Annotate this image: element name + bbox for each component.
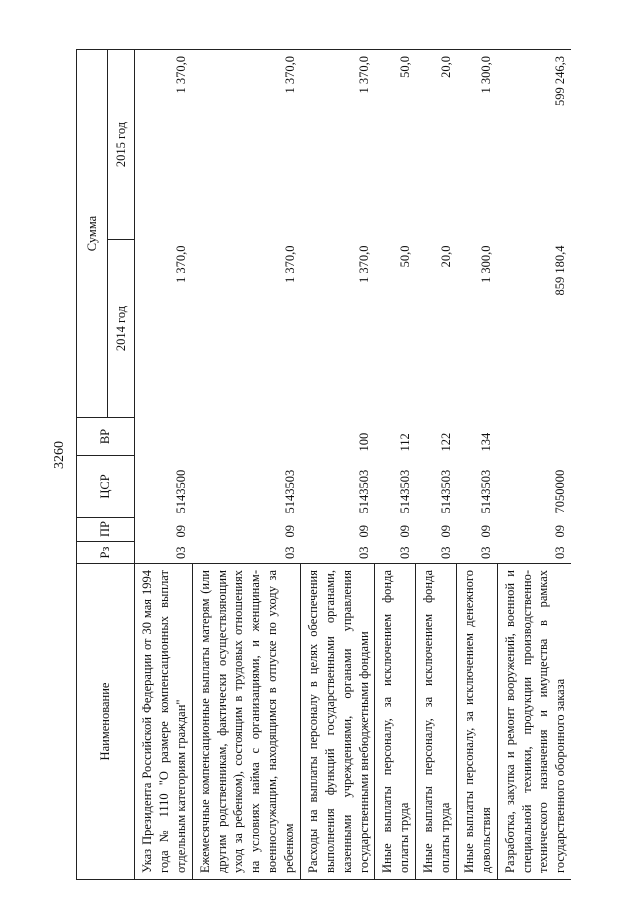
- row-rz: 03: [282, 546, 297, 559]
- row-rz: 03: [174, 546, 189, 559]
- row-sum-2014: 50,0: [397, 245, 412, 268]
- row-pr: 09: [397, 525, 412, 538]
- row-pr: 09: [479, 525, 494, 538]
- row-vr: 100: [357, 432, 371, 452]
- row-vr: [192, 418, 300, 456]
- row-rz: 03: [479, 546, 494, 559]
- header-year-2015: 2015 год: [108, 50, 135, 240]
- row-csr: 5143503: [479, 469, 494, 514]
- header-year-2014: 2014 год: [108, 240, 135, 418]
- table-row: [135, 50, 193, 880]
- row-pr: 09: [438, 525, 453, 538]
- rotated-page-content: [76, 50, 581, 880]
- table-row: [192, 50, 300, 880]
- row-vr: 122: [438, 432, 453, 452]
- row-sum-2014: 1 300,0: [479, 245, 494, 283]
- table-body: [135, 50, 572, 880]
- row-sum-2015: 1 370,0: [300, 50, 375, 240]
- row-name: Иные выплаты персоналу, за исключением фонда оплаты труда: [416, 564, 457, 880]
- header-vr: ВР: [77, 418, 135, 456]
- row-sum-2015: 50,0: [375, 50, 416, 240]
- page-number: [50, 440, 70, 470]
- row-sum-2014: 1 370,0: [282, 245, 297, 283]
- header-rz: Рз: [77, 542, 135, 564]
- row-name: Расходы на выплаты персоналу в целях обеспечения выполнения функций государственными органами, казенными учреждениями, органами управления государственными внебюджетными фондами: [300, 564, 375, 880]
- table-row: [300, 50, 375, 880]
- row-sum-2014: 859 180,4: [553, 245, 568, 296]
- row-csr: 5143500: [174, 469, 189, 514]
- header-name: Наименование: [77, 564, 135, 880]
- row-sum-2014: 1 370,0: [357, 245, 371, 283]
- row-sum-2015: 1 370,0: [192, 50, 300, 240]
- row-csr: 5143503: [282, 469, 297, 514]
- row-vr: 134: [479, 432, 494, 452]
- table-row: [416, 50, 457, 880]
- row-name: Ежемесячные компенсационные выплаты матерям (или другим родственникам, фактически осуществляющим уход за ребенком), состоящим в трудовых отношениях на условиях найма с организациями, и женщинам-военнослужащим, находящимся в отпуске по уходу за ребенком: [192, 564, 300, 880]
- row-sum-2014: 1 370,0: [174, 245, 189, 283]
- row-vr: 112: [397, 433, 412, 452]
- row-pr: 09: [282, 525, 297, 538]
- table-row: [375, 50, 416, 880]
- header-csr: ЦСР: [77, 456, 135, 518]
- row-sum-2014: 20,0: [438, 245, 453, 268]
- row-rz: 03: [397, 546, 412, 559]
- table-header: [77, 50, 135, 880]
- row-rz: 03: [357, 546, 371, 559]
- row-pr: 09: [553, 525, 568, 538]
- table-row: [456, 50, 497, 880]
- row-sum-2015: 20,0: [416, 50, 457, 240]
- row-csr: 7050000: [553, 469, 568, 514]
- row-vr: [497, 418, 571, 456]
- row-rz: 03: [553, 546, 568, 559]
- row-rz: 03: [438, 546, 453, 559]
- header-sum: Сумма: [77, 50, 108, 418]
- row-csr: 5143503: [397, 469, 412, 514]
- row-name: Указ Президента Российской Федерации от 30 мая 1994 года № 1110 "О размере компенсационных выплат отдельным категориям граждан": [135, 564, 193, 880]
- header-pr: ПР: [77, 518, 135, 542]
- row-name: Иные выплаты персоналу, за исключением денежного довольствия: [456, 564, 497, 880]
- row-sum-2015: 599 246,3: [497, 50, 571, 240]
- row-name: Разработка, закупка и ремонт вооружений, военной и специальной техники, продукции производственно-технического назначения и имущества в рамках государственного оборонного заказа: [497, 564, 571, 880]
- row-sum-2015: 1 300,0: [456, 50, 497, 240]
- row-name: Иные выплаты персоналу, за исключением фонда оплаты труда: [375, 564, 416, 880]
- row-sum-2015: 1 370,0: [135, 50, 193, 240]
- row-csr: 5143503: [357, 469, 371, 514]
- row-pr: 09: [357, 525, 371, 538]
- page-number-text: 3260: [52, 441, 67, 469]
- table-row: [497, 50, 571, 880]
- row-vr: [135, 418, 193, 456]
- row-pr: 09: [174, 525, 189, 538]
- row-csr: 5143503: [438, 469, 453, 514]
- budget-table: [76, 49, 571, 880]
